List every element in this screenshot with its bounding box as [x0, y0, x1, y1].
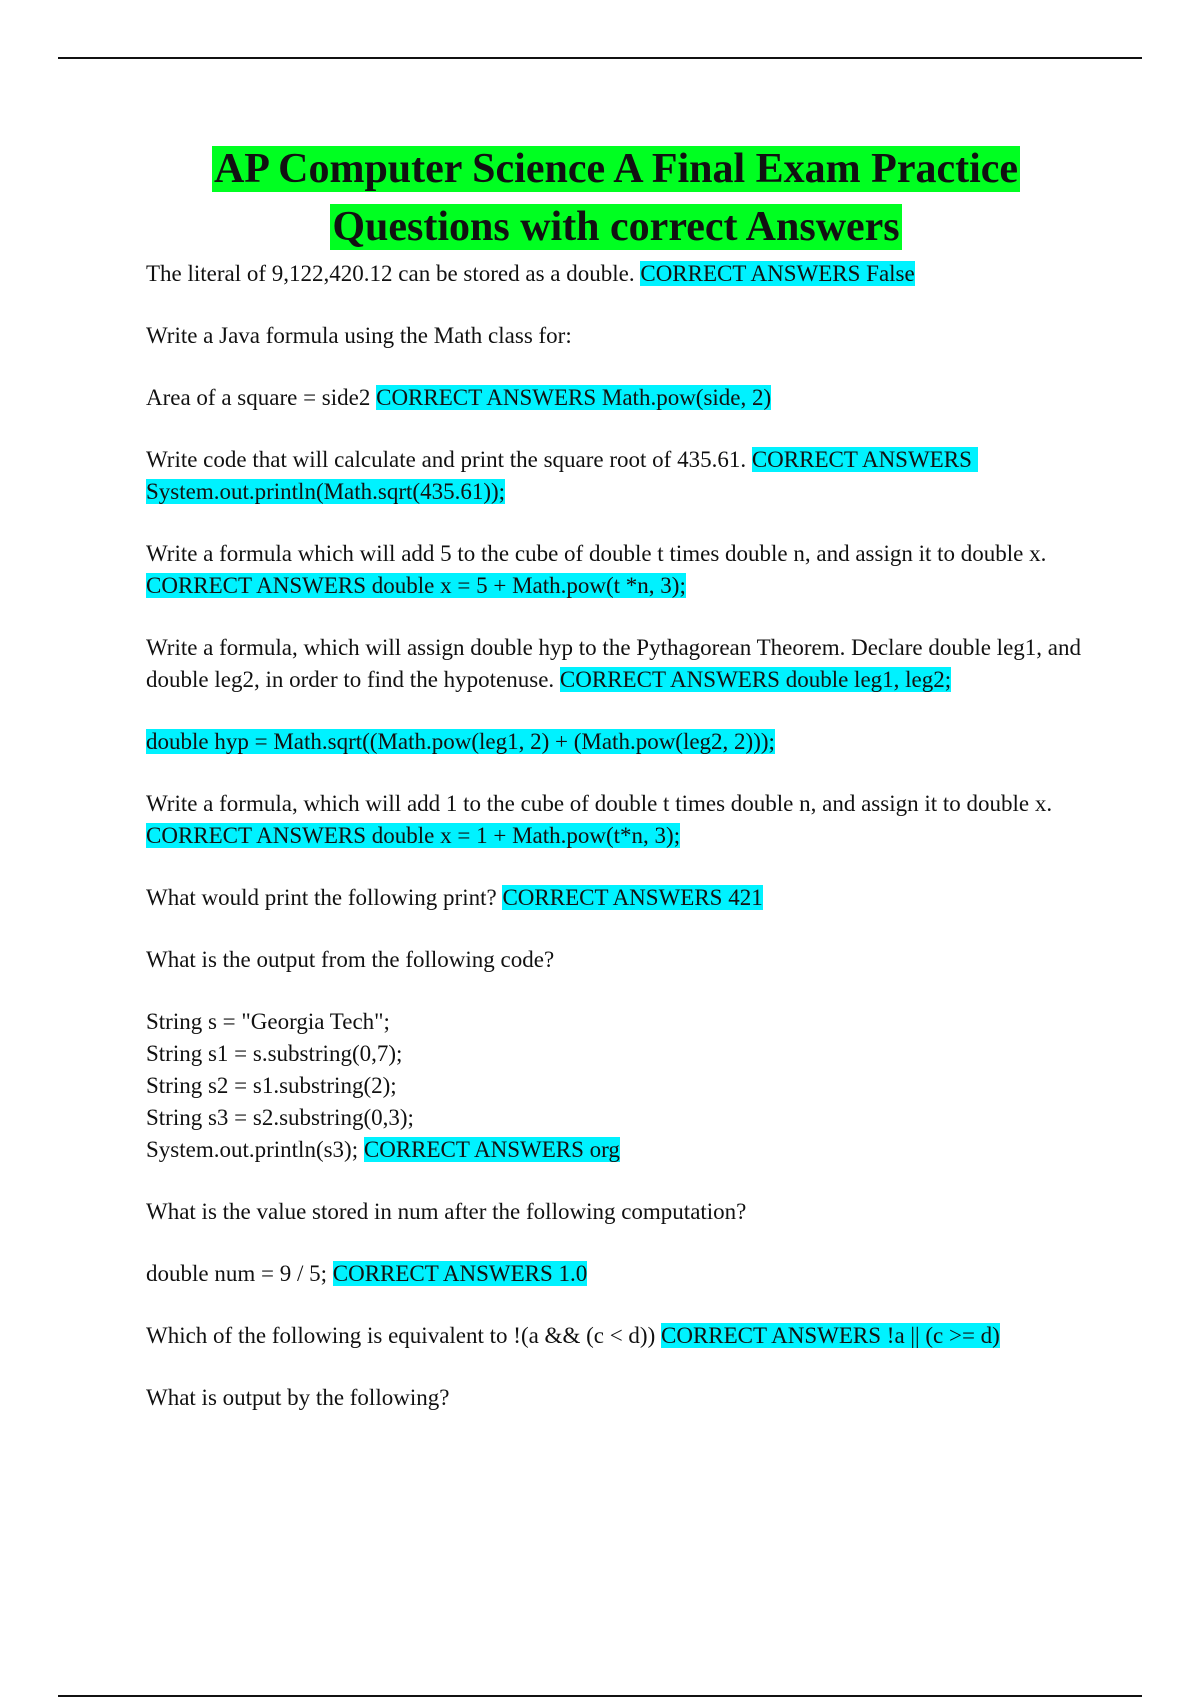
qa-item-4: [146, 444, 1086, 508]
question-text: Area of a square = side2: [146, 385, 377, 410]
question-text: Write a Java formula using the Math class for:: [146, 323, 572, 348]
question-text: What would print the following print?: [146, 885, 503, 910]
question-text: What is the output from the following code?: [146, 947, 555, 972]
answer-highlight: CORRECT ANSWERS 421: [502, 885, 763, 910]
qa-item-9: [146, 882, 1086, 914]
question-text: What is the value stored in num after the following computation?: [146, 1199, 747, 1224]
qa-item-5: [146, 538, 1086, 602]
question-text: System.out.println(s3);: [146, 1137, 364, 1162]
qa-item-2: [146, 320, 1086, 352]
code-line: String s2 = s1.substring(2);: [146, 1073, 397, 1098]
question-text: Write code that will calculate and print the square root of 435.61.: [146, 447, 752, 472]
code-line: String s3 = s2.substring(0,3);: [146, 1105, 414, 1130]
qa-item-10: [146, 944, 1086, 976]
question-text: Which of the following is equivalent to !(a && (c < d)): [146, 1323, 661, 1348]
question-text: Write a formula, which will add 1 to the cube of double t times double n, and assign it to double x.: [146, 791, 1058, 816]
qa-item-15: [146, 1382, 1086, 1414]
qa-item-11-code: [146, 1006, 1086, 1166]
answer-highlight: CORRECT ANSWERS double x = 1 + Math.pow(t*n, 3);: [146, 823, 681, 848]
code-line: String s = "Georgia Tech";: [146, 1009, 390, 1034]
question-text: Write a formula, which will assign double hyp to the Pythagorean Theorem. Declare double leg1, and double leg2, in order to find the hypotenuse.: [146, 635, 1087, 692]
answer-highlight: CORRECT ANSWERS Math.pow(side, 2): [376, 385, 772, 410]
qa-item-3: [146, 382, 1086, 414]
top-rule: [58, 57, 1142, 59]
answer-highlight: double hyp = Math.sqrt((Math.pow(leg1, 2) + (Math.pow(leg2, 2)));: [146, 729, 775, 754]
answer-highlight: CORRECT ANSWERS False: [640, 261, 915, 286]
answer-highlight: CORRECT ANSWERS org: [363, 1137, 620, 1162]
qa-item-6: [146, 632, 1086, 696]
qa-item-1: [146, 258, 1086, 290]
qa-item-13: [146, 1258, 1086, 1290]
question-text: Write a formula which will add 5 to the cube of double t times double n, and assign it to double x.: [146, 541, 1053, 566]
qa-item-8: [146, 788, 1086, 852]
answer-highlight: CORRECT ANSWERS System.out.println(Math.sqrt(435.61));: [146, 447, 978, 504]
document-body: [146, 140, 1086, 1444]
title-line-1: AP Computer Science A Final Exam Practice: [213, 146, 1019, 192]
answer-highlight: CORRECT ANSWERS 1.0: [332, 1261, 588, 1286]
question-text: What is output by the following?: [146, 1385, 450, 1410]
qa-item-12: [146, 1196, 1086, 1228]
answer-highlight: CORRECT ANSWERS double x = 5 + Math.pow(t *n, 3);: [146, 573, 686, 598]
answer-highlight: CORRECT ANSWERS double leg1, leg2;: [559, 667, 952, 692]
question-text: The literal of 9,122,420.12 can be stored as a double.: [146, 261, 641, 286]
document-title: [126, 140, 1106, 256]
code-line: String s1 = s.substring(0,7);: [146, 1041, 403, 1066]
answer-highlight: CORRECT ANSWERS !a || (c >= d): [661, 1323, 1000, 1348]
bottom-rule: [58, 1695, 1142, 1697]
qa-item-7: [146, 726, 1086, 758]
question-text: double num = 9 / 5;: [146, 1261, 333, 1286]
title-line-2: Questions with correct Answers: [332, 204, 900, 250]
qa-item-14: [146, 1320, 1086, 1352]
